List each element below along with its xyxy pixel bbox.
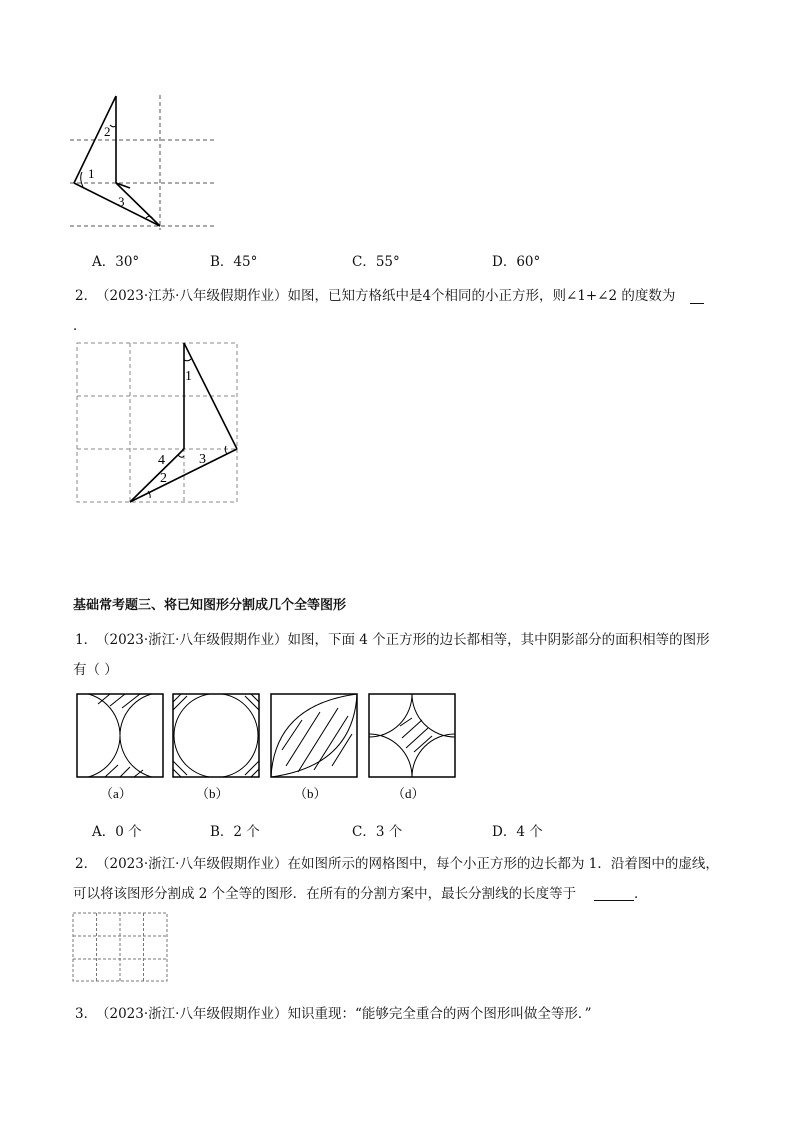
question-2-number: 2． xyxy=(75,288,98,304)
question-3-number: 3． xyxy=(75,1006,98,1022)
caption-a: （a） xyxy=(100,786,132,801)
question-2b-number: 2． xyxy=(75,856,98,872)
figure-dashed-grid xyxy=(70,910,170,985)
fig2-label-1: 1 xyxy=(185,369,192,384)
option-b: B．45° xyxy=(210,254,258,270)
question-2b-line2: 可以将该图形分割成 2 个全等的图形．在所有的分割方案中，最长分割线的长度等于 xyxy=(73,886,577,902)
option-d: D．60° xyxy=(492,254,541,270)
question-1-line1: （2023·浙江·八年级假期作业）如图，下面 4 个正方形的边长都相等，其中阴影部分的面积相等的图形 xyxy=(96,632,710,648)
q1-option-b: B．2 个 xyxy=(210,824,260,840)
question-1-number: 1． xyxy=(75,632,98,648)
fig2-label-4: 4 xyxy=(158,453,165,468)
question-3-text: （2023·浙江·八年级假期作业）知识重现：“能够完全重合的两个图形叫做全等形．” xyxy=(96,1006,592,1022)
option-c: C．55° xyxy=(352,254,400,270)
question-1-line2: 有（ ） xyxy=(73,662,118,678)
caption-d: （d） xyxy=(392,786,425,801)
answer-blank-2 xyxy=(594,899,634,901)
question-2-end: ． xyxy=(73,318,87,334)
figure-angles-grid-2 xyxy=(74,340,244,505)
question-2b-line1: （2023·浙江·八年级假期作业）在如图所示的网格图中，每个小正方形的边长都为 1．沿着图中的虚线， xyxy=(96,856,719,872)
caption-b2: （b） xyxy=(294,786,327,801)
figure-angles-grid-1 xyxy=(60,90,220,240)
question-2-text: （2023·江苏·八年级假期作业）如图，已知方格纸中是4个相同的小正方形，则∠1+∠2 的度数为 xyxy=(96,288,676,304)
fig2-label-2: 2 xyxy=(160,471,167,486)
figure-four-squares xyxy=(70,690,470,810)
question-2b-end: ． xyxy=(634,886,648,902)
fig1-label-1: 1 xyxy=(88,166,95,181)
q1-option-c: C．3 个 xyxy=(352,824,403,840)
fig1-label-3: 3 xyxy=(118,194,125,209)
q1-option-a: A．0 个 xyxy=(92,824,142,840)
answer-blank xyxy=(690,302,704,304)
option-a: A．30° xyxy=(92,254,140,270)
q1-option-d: D．4 个 xyxy=(492,824,543,840)
fig2-label-3: 3 xyxy=(199,452,206,467)
section-heading: 基础常考题三、将已知图形分割成几个全等图形 xyxy=(73,598,347,613)
caption-b: （b） xyxy=(196,786,229,801)
fig1-label-2: 2 xyxy=(104,124,111,139)
